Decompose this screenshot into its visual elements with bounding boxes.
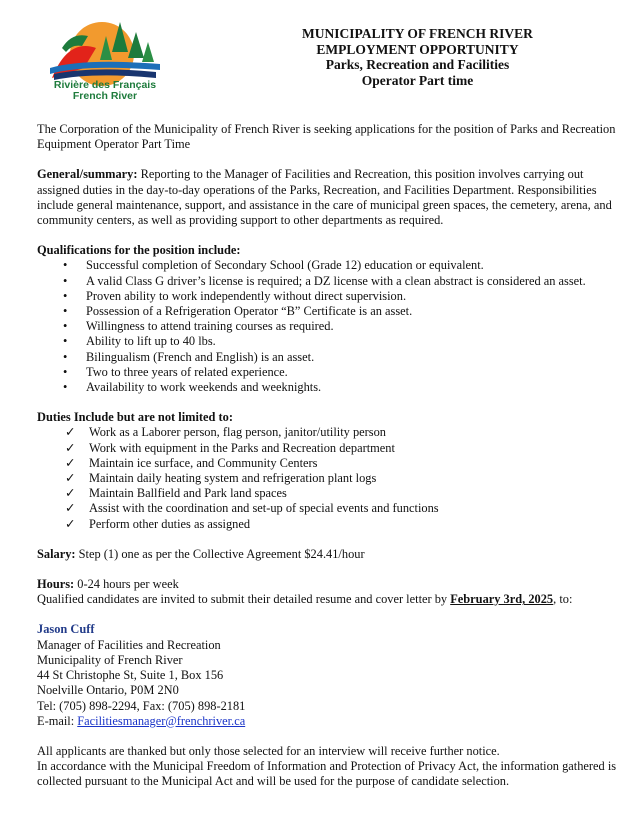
duty-text: Work as a Laborer person, flag person, janitor/utility person	[89, 425, 386, 440]
salary-label: Salary:	[37, 546, 76, 561]
deadline-date: February 3rd, 2025	[450, 592, 554, 607]
qualification-item: • Successful completion of Secondary School (Grade 12) education or equivalent.	[37, 258, 617, 273]
duty-text: Maintain Ballfield and Park land spaces	[89, 486, 287, 501]
footer-notice: All applicants are thanked but only those selected for an interview will receive further notice.	[37, 743, 500, 758]
duties-list	[37, 425, 617, 531]
duty-item	[37, 517, 617, 532]
checkmark-icon: ✓	[65, 425, 76, 440]
email-link[interactable]: Facilitiesmanager@frenchriver.ca	[77, 713, 246, 728]
footer-privacy: In accordance with the Municipal Freedom of Information and Protection of Privacy Act, the information gathered is collected pursuant to the Municipal Act and will be used for the purpose of candidate selection.	[37, 759, 617, 789]
logo-caption-line2: French River	[72, 90, 138, 102]
duty-item	[37, 471, 617, 486]
qualifications-list	[37, 258, 617, 395]
contact-org: Municipality of French River	[37, 652, 183, 667]
logo-caption	[38, 80, 172, 102]
invite-suffix: , to:	[553, 592, 573, 607]
duty-text: Perform other duties as assigned	[89, 516, 251, 531]
contact-phone: Tel: (705) 898-2294, Fax: (705) 898-2181	[37, 698, 246, 713]
checkmark-icon: ✓	[65, 516, 76, 531]
duty-item	[37, 501, 617, 516]
hours-line	[37, 577, 617, 592]
intro-paragraph: The Corporation of the Municipality of French River is seeking applications for the position of Parks and Recreation Equipment Operator Part Time	[37, 122, 616, 152]
general-summary-label: General/summary:	[37, 167, 138, 182]
invite-line	[37, 592, 617, 607]
qualification-item: • Possession of a Refrigeration Operator “B” Certificate is an asset.	[37, 304, 617, 319]
duties-heading: Duties Include but are not limited to:	[37, 410, 233, 425]
duty-text: Maintain daily heating system and refrigeration plant logs	[89, 471, 377, 486]
hours-label: Hours:	[37, 577, 75, 592]
qualification-item: • Willingness to attend training courses as required.	[37, 319, 617, 334]
qualifications-heading: Qualifications for the position include:	[37, 243, 241, 258]
contact-address-line1: 44 St Christophe St, Suite 1, Box 156	[37, 668, 224, 683]
document-body	[37, 122, 617, 790]
header-department: Parks, Recreation and Facilities	[325, 57, 510, 72]
contact-email-line	[37, 714, 617, 729]
checkmark-icon: ✓	[65, 486, 76, 501]
contact-title: Manager of Facilities and Recreation	[37, 637, 221, 652]
duty-text: Work with equipment in the Parks and Recreation department	[89, 440, 395, 455]
header-opportunity: EMPLOYMENT OPPORTUNITY	[316, 41, 519, 57]
duty-item	[37, 441, 617, 456]
checkmark-icon: ✓	[65, 455, 76, 470]
checkmark-icon: ✓	[65, 501, 76, 516]
duty-item	[37, 456, 617, 471]
header-position: Operator Part time	[361, 72, 474, 88]
contact-address-line2: Noelville Ontario, P0M 2N0	[37, 683, 179, 698]
contact-name: Jason Cuff	[37, 622, 95, 637]
logo-caption-line1: Rivière des Français	[53, 79, 157, 91]
email-label: E-mail:	[37, 713, 78, 728]
general-summary-text: Reporting to the Manager of Facilities and Recreation, this position involves carrying out assigned duties in the day-to-day operations of the Parks, Recreation, and Facilities Department. Responsibilities include general maintenance, support, and assistance in the care of municipal green spaces, the cemetery, arena, and community centers, as well as providing support to other departments as required.	[37, 167, 612, 228]
salary-line	[37, 547, 617, 562]
duty-item	[37, 486, 617, 501]
qualification-item: • Two to three years of related experience.	[37, 365, 617, 380]
qualification-item: • Proven ability to work independently without direct supervision.	[37, 289, 617, 304]
checkmark-icon: ✓	[65, 440, 76, 455]
salary-text: Step (1) one as per the Collective Agreement $24.41/hour	[75, 546, 365, 561]
header-municipality: MUNICIPALITY OF FRENCH RIVER	[302, 26, 533, 41]
document-header	[245, 26, 590, 88]
checkmark-icon: ✓	[65, 471, 76, 486]
duty-text: Maintain ice surface, and Community Centers	[89, 455, 318, 470]
duty-text: Assist with the coordination and set-up of special events and functions	[89, 501, 439, 516]
qualification-item: • Availability to work weekends and weeknights.	[37, 380, 617, 395]
logo-tree-icon	[142, 42, 154, 62]
hours-text: 0-24 hours per week	[74, 577, 179, 592]
invite-text: Qualified candidates are invited to submit their detailed resume and cover letter by	[37, 592, 451, 607]
general-summary-paragraph	[37, 167, 617, 228]
duty-item	[37, 425, 617, 440]
qualification-item: • A valid Class G driver’s license is required; a DZ license with a clean abstract is considered an asset.	[37, 274, 617, 289]
qualification-item: • Ability to lift up to 40 lbs.	[37, 334, 617, 349]
qualification-item: • Bilingualism (French and English) is an asset.	[37, 350, 617, 365]
